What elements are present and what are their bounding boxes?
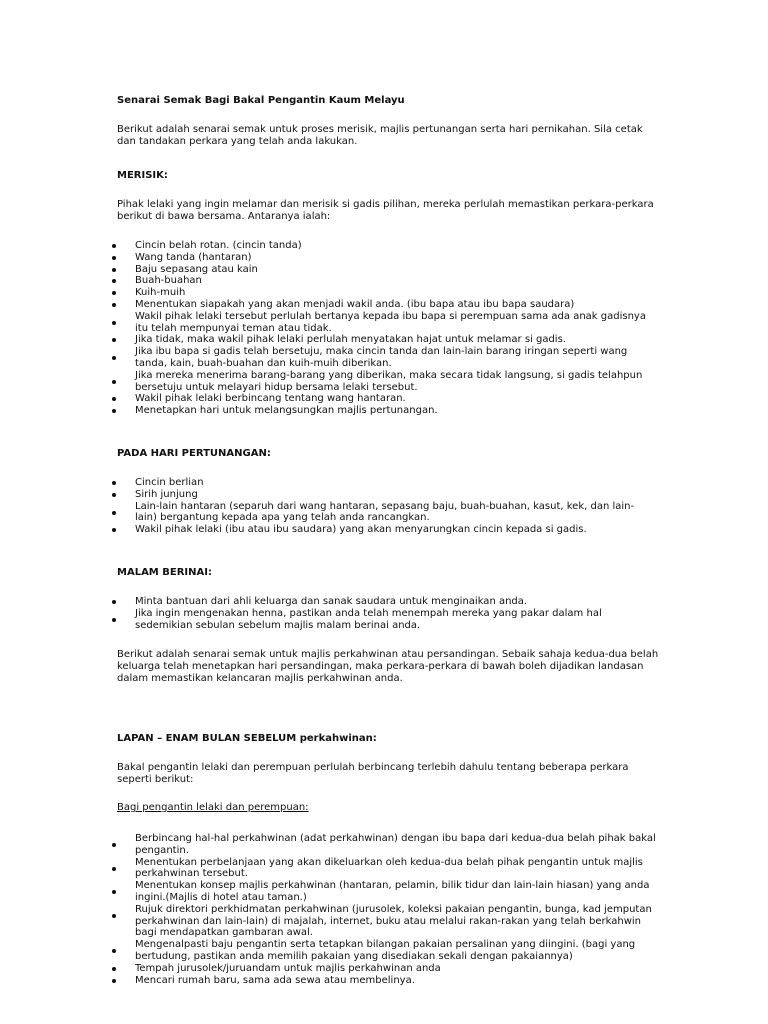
heading-merisik: MERISIK: xyxy=(117,170,168,181)
bullet-icon xyxy=(112,914,116,918)
berinai-list xyxy=(0,596,660,631)
bullet-icon xyxy=(112,279,116,283)
bullet-icon xyxy=(112,867,116,871)
list-item: Jika ingin mengenakan henna, pastikan anda telah menempah mereka yang pakar dalam hal sedemikian sebulan sebelum majlis malam berinai anda. xyxy=(0,608,660,632)
list-item: Menentukan konsep majlis perkahwinan (hantaran, pelamin, bilik tidur dan lain-lain hiasan) yang anda ingini.(Majlis di hotel atau taman.) xyxy=(0,880,660,904)
list-item: Wang tanda (hantaran) xyxy=(0,252,660,264)
heading-berinai: MALAM BERINAI: xyxy=(117,567,212,578)
berinai-paragraph: Berikut adalah senarai semak untuk majlis perkahwinan atau persandingan. Sebaik sahaja kedua-dua belah keluarga telah menetapkan hari persandingan, maka perkara-perkara di bawah boleh dijadikan landasan dalam memastikan kelancaran majlis perkahwinan anda. xyxy=(117,649,659,685)
list-item: Wakil pihak lelaki tersebut perlulah bertanya kepada ibu bapa si perempuan sama ada anak gadisnya itu telah mempunyai teman atau tidak. xyxy=(0,311,660,335)
bullet-icon xyxy=(112,600,116,604)
bullet-icon xyxy=(112,397,116,401)
lapan-paragraph: Bakal pengantin lelaki dan perempuan perlulah berbincang terlebih dahulu tentang beberapa perkara seperti berikut: xyxy=(117,762,629,786)
list-item: Wakil pihak lelaki (ibu atau ibu saudara) yang akan menyarungkan cincin kepada si gadis. xyxy=(0,524,660,536)
bullet-icon xyxy=(112,979,116,983)
list-item: Buah-buahan xyxy=(0,275,660,287)
list-item: Baju sepasang atau kain xyxy=(0,264,660,276)
list-item: Minta bantuan dari ahli keluarga dan sanak saudara untuk menginaikan anda. xyxy=(0,596,660,608)
list-item: Rujuk direktori perkhidmatan perkahwinan (jurusolek, koleksi pakaian pengantin, bunga, kad jemputan perkahwinan dan lain-lain) di majalah, internet, buku atau melalui rakan-rakan yang telah berkahwin bagi mendapatkan gambaran awal. xyxy=(0,904,660,939)
bullet-icon xyxy=(112,356,116,360)
bullet-icon xyxy=(112,618,116,622)
list-item: Jika tidak, maka wakil pihak lelaki perlulah menyatakan hajat untuk melamar si gadis. xyxy=(0,334,660,346)
list-item: Kuih-muih xyxy=(0,287,660,299)
bullet-icon xyxy=(112,949,116,953)
merisik-list xyxy=(0,240,660,417)
bullet-icon xyxy=(112,409,116,413)
list-item: Menentukan perbelanjaan yang akan dikeluarkan oleh kedua-dua belah pihak pengantin untuk majlis perkahwinan tersebut. xyxy=(0,857,660,881)
bullet-icon xyxy=(112,511,116,515)
lapan-list xyxy=(0,833,660,986)
bullet-icon xyxy=(112,268,116,272)
list-item: Jika mereka menerima barang-barang yang diberikan, maka secara tidak langsung, si gadis telahpun bersetuju untuk melayari hidup bersama lelaki tersebut. xyxy=(0,370,660,394)
list-item: Tempah jurusolek/juruandam untuk majlis perkahwinan anda xyxy=(0,963,660,975)
list-item: Mengenalpasti baju pengantin serta tetapkan bilangan pakaian persalinan yang diingini. (bagi yang bertudung, pastikan anda memilih pakaian yang disediakan sekali dengan pakaiannya) xyxy=(0,939,660,963)
list-item: Cincin berlian xyxy=(0,477,660,489)
document-title: Senarai Semak Bagi Bakal Pengantin Kaum Melayu xyxy=(117,95,405,106)
bullet-icon xyxy=(112,890,116,894)
pertunangan-list xyxy=(0,477,660,536)
bullet-icon xyxy=(112,967,116,971)
bullet-icon xyxy=(112,843,116,847)
bullet-icon xyxy=(112,481,116,485)
merisik-paragraph: Pihak lelaki yang ingin melamar dan merisik si gadis pilihan, mereka perlulah memastikan perkara-perkara berikut di bawa bersama. Antaranya ialah: xyxy=(117,199,654,223)
intro-paragraph: Berikut adalah senarai semak untuk proses merisik, majlis pertunangan serta hari pernikahan. Sila cetak dan tandakan perkara yang telah anda lakukan. xyxy=(117,124,643,148)
list-item: Cincin belah rotan. (cincin tanda) xyxy=(0,240,660,252)
list-item: Wakil pihak lelaki berbincang tentang wang hantaran. xyxy=(0,393,660,405)
list-item: Menentukan siapakah yang akan menjadi wakil anda. (ibu bapa atau ibu bapa saudara) xyxy=(0,299,660,311)
list-item: Lain-lain hantaran (separuh dari wang hantaran, sepasang baju, buah-buahan, kasut, kek, dan lain-lain) bergantung kepada apa yang telah anda rancangkan. xyxy=(0,501,660,525)
heading-lapan-bulan: LAPAN – ENAM BULAN SEBELUM perkahwinan: xyxy=(117,733,377,744)
list-item: Menetapkan hari untuk melangsungkan majlis pertunangan. xyxy=(0,405,660,417)
list-item: Sirih junjung xyxy=(0,489,660,501)
heading-pertunangan: PADA HARI PERTUNANGAN: xyxy=(117,448,271,459)
list-item: Mencari rumah baru, sama ada sewa atau membelinya. xyxy=(0,975,660,987)
bullet-icon xyxy=(112,528,116,532)
bullet-icon xyxy=(112,291,116,295)
bullet-icon xyxy=(112,493,116,497)
bullet-icon xyxy=(112,303,116,307)
bullet-icon xyxy=(112,338,116,342)
bullet-icon xyxy=(112,244,116,248)
bullet-icon xyxy=(112,256,116,260)
bullet-icon xyxy=(112,380,116,384)
bullet-icon xyxy=(112,321,116,325)
subheading-pengantin: Bagi pengantin lelaki dan perempuan: xyxy=(117,802,309,813)
list-item: Berbincang hal-hal perkahwinan (adat perkahwinan) dengan ibu bapa dari kedua-dua belah pihak bakal pengantin. xyxy=(0,833,660,857)
list-item: Jika ibu bapa si gadis telah bersetuju, maka cincin tanda dan lain-lain barang iringan seperti wang tanda, kain, buah-buahan dan kuih-muih diberikan. xyxy=(0,346,660,370)
